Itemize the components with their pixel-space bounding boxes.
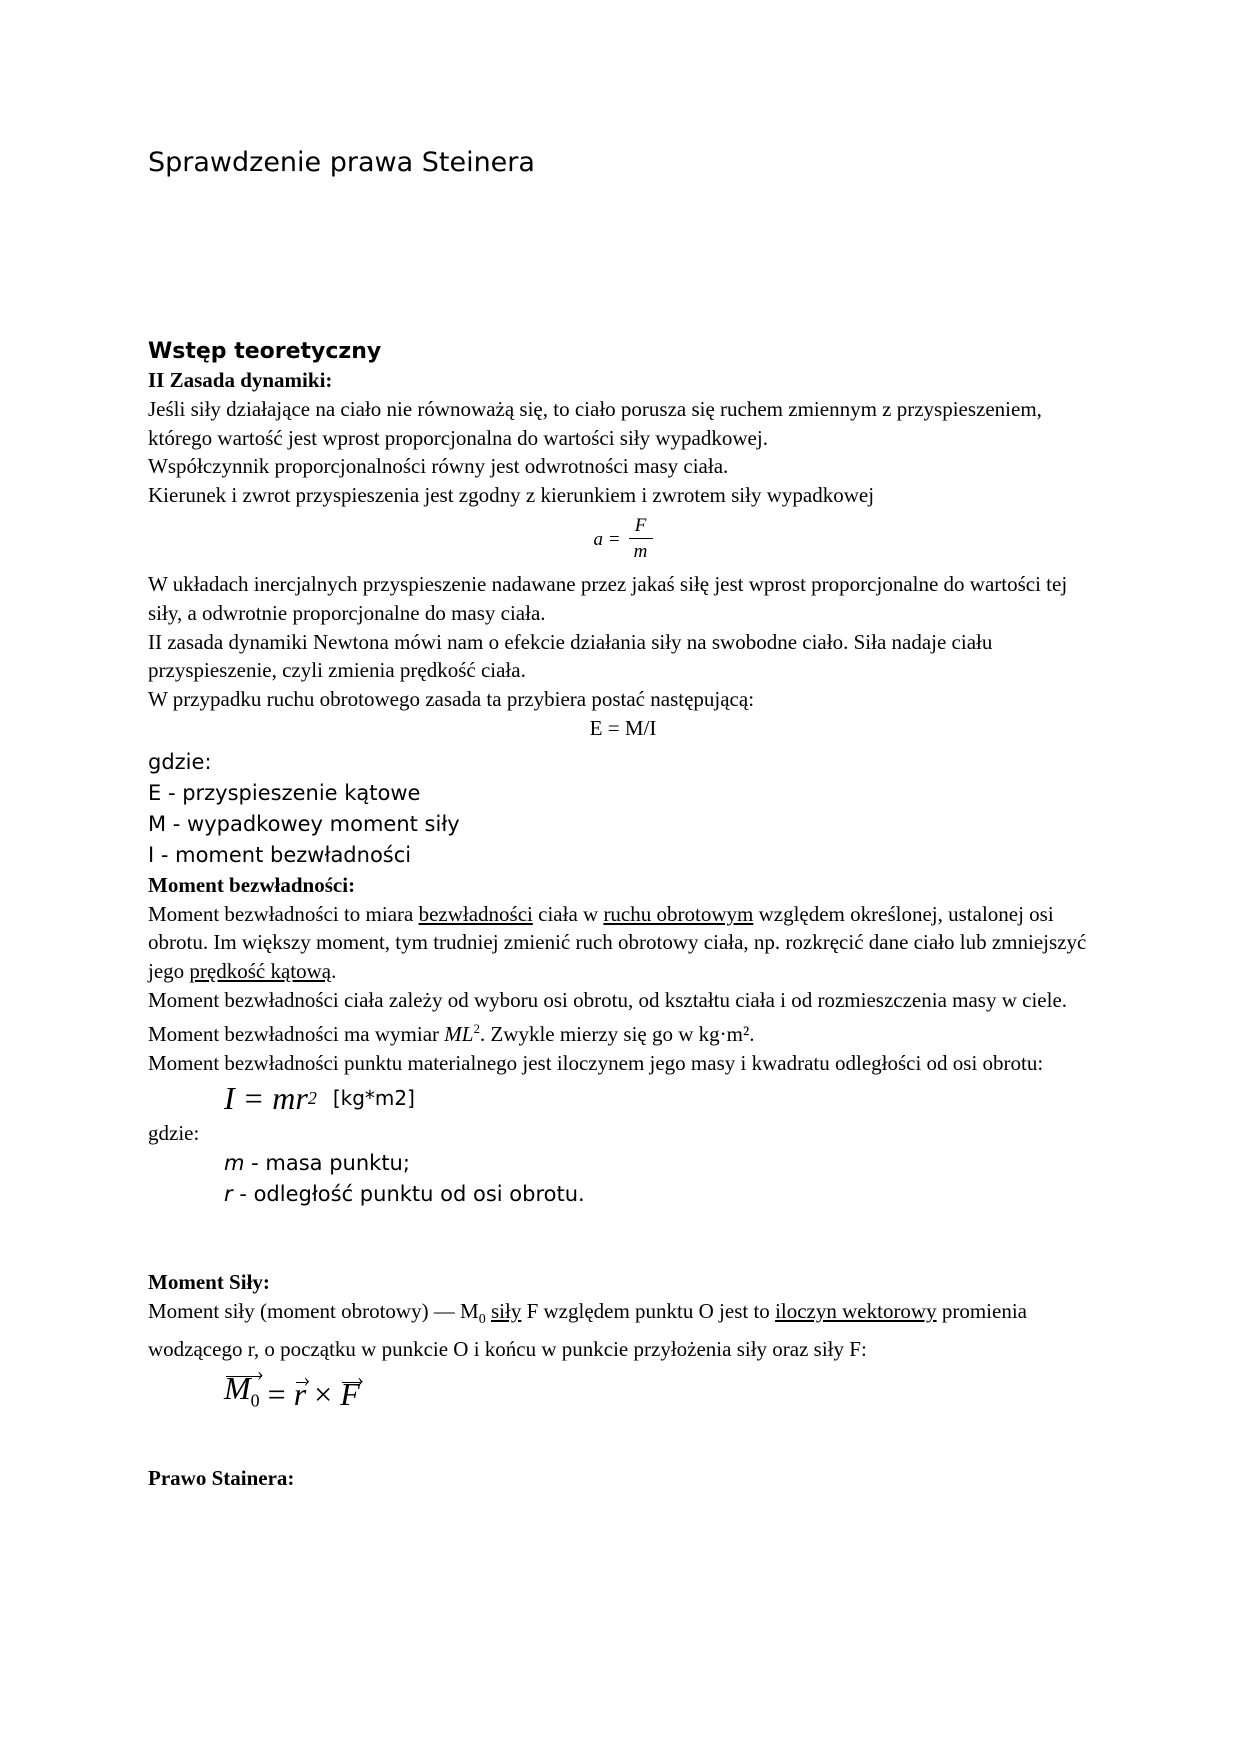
where-label: gdzie:	[148, 1121, 200, 1146]
formula-lhs: a =	[593, 528, 621, 550]
formula-expression: I = mr	[224, 1079, 308, 1116]
where-label: gdzie:	[148, 749, 212, 774]
document-body	[148, 366, 1098, 1493]
formula-vector-f: › F	[340, 1380, 360, 1409]
formula-acceleration	[148, 510, 1098, 570]
formula-equals: =	[259, 1376, 294, 1413]
link-inertia[interactable]: bezwładności	[418, 901, 533, 926]
definition-item: I - moment bezwładności	[148, 842, 412, 867]
definition-item: M - wypadkowey moment siły	[148, 811, 460, 836]
fraction-denominator: m	[633, 541, 648, 563]
formula-torque	[148, 1364, 1098, 1426]
formula-vector-m: › $M_0$	[224, 1374, 260, 1415]
link-rotational-motion[interactable]: ruchu obrotowym	[603, 901, 754, 926]
paragraph: Moment bezwładności to miara bezwładności ciała w ruchu obrotowym względem określonej, ustalonej osi obrotu. Im większy moment, tym trudniej zmienić ruch obrotowy ciała, np. rozkręcić dane ciało lub zmniejszyć jego prędkość kątową.	[148, 901, 1087, 984]
document-title: Sprawdzenie prawa Steinera	[148, 147, 535, 178]
paragraph: Jeśli siły działające na ciało nie równoważą się, to ciało porusza się ruchem zmiennym z przyspieszeniem, którego wartość jest wprost proporcjonalna do wartości siły wypadkowej.	[148, 396, 1042, 450]
section-heading-inertia: Moment bezwładności:	[148, 872, 356, 897]
formula-exponent: 2	[307, 1087, 317, 1108]
formula-moment-of-inertia	[148, 1077, 1098, 1119]
paragraph: Współczynnik proporcjonalności równy jest odwrotności masy ciała.	[148, 454, 729, 479]
link-force[interactable]: siły	[490, 1298, 522, 1323]
paragraph: Moment bezwładności punktu materialnego jest iloczynem jego masy i kwadratu odległości od osi obrotu:	[148, 1050, 1044, 1075]
paragraph: Moment siły (moment obrotowy) — $M_0$ siły F względem punktu O jest to iloczyn wektorowy promienia wodzącego r, o początku w punkcie O i końcu w punkcie przyłożenia siły oraz siły F:	[148, 1298, 1027, 1361]
section-heading-torque: Moment Siły:	[148, 1270, 270, 1295]
fraction-numerator: F	[634, 515, 647, 537]
spacer	[148, 1426, 1098, 1464]
link-angular-velocity[interactable]: prędkość kątową	[189, 959, 332, 984]
definition-item: E - przyspieszenie kątowe	[148, 780, 421, 805]
fraction	[629, 514, 653, 565]
formula-rotational: E = M/I	[589, 715, 657, 740]
section-heading-steiner: Prawo Stainera:	[148, 1465, 295, 1490]
paragraph: Moment bezwładności ciała zależy od wyboru osi obrotu, od kształtu ciała i od rozmieszczenia masy w ciele. Moment bezwładności ma wymiar $ML^2$. Zwykle mierzy się go w kg·m².	[148, 987, 1068, 1046]
paragraph: W układach inercjalnych przyspieszenie nadawane przez jakaś siłę jest wprost proporcjonalne do wartości tej siły, a odwrotnie proporcjonalne do masy ciała.	[148, 571, 1068, 625]
formula-times: ×	[306, 1376, 341, 1413]
intro-heading: Wstęp teoretyczny	[148, 339, 382, 364]
link-cross-product[interactable]: iloczyn wektorowy	[775, 1298, 937, 1323]
formula-vector-r: › r	[294, 1380, 306, 1409]
definition-item: m - masa punktu;	[224, 1151, 410, 1176]
spacer	[148, 1210, 1098, 1268]
paragraph: W przypadku ruchu obrotowego zasada ta przybiera postać następującą:	[148, 687, 755, 712]
formula-unit: [kg*m2]	[332, 1085, 415, 1110]
paragraph: Kierunek i zwrot przyspieszenia jest zgodny z kierunkiem i zwrotem siły wypadkowej	[148, 483, 875, 508]
section-heading-dynamics: II Zasada dynamiki:	[148, 368, 333, 392]
paragraph: II zasada dynamiki Newtona mówi nam o efekcie działania siły na swobodne ciało. Siła nadaje ciału przyspieszenie, czyli zmienia prędkość ciała.	[148, 629, 993, 683]
definition-item: r - odległość punktu od osi obrotu.	[224, 1182, 585, 1207]
